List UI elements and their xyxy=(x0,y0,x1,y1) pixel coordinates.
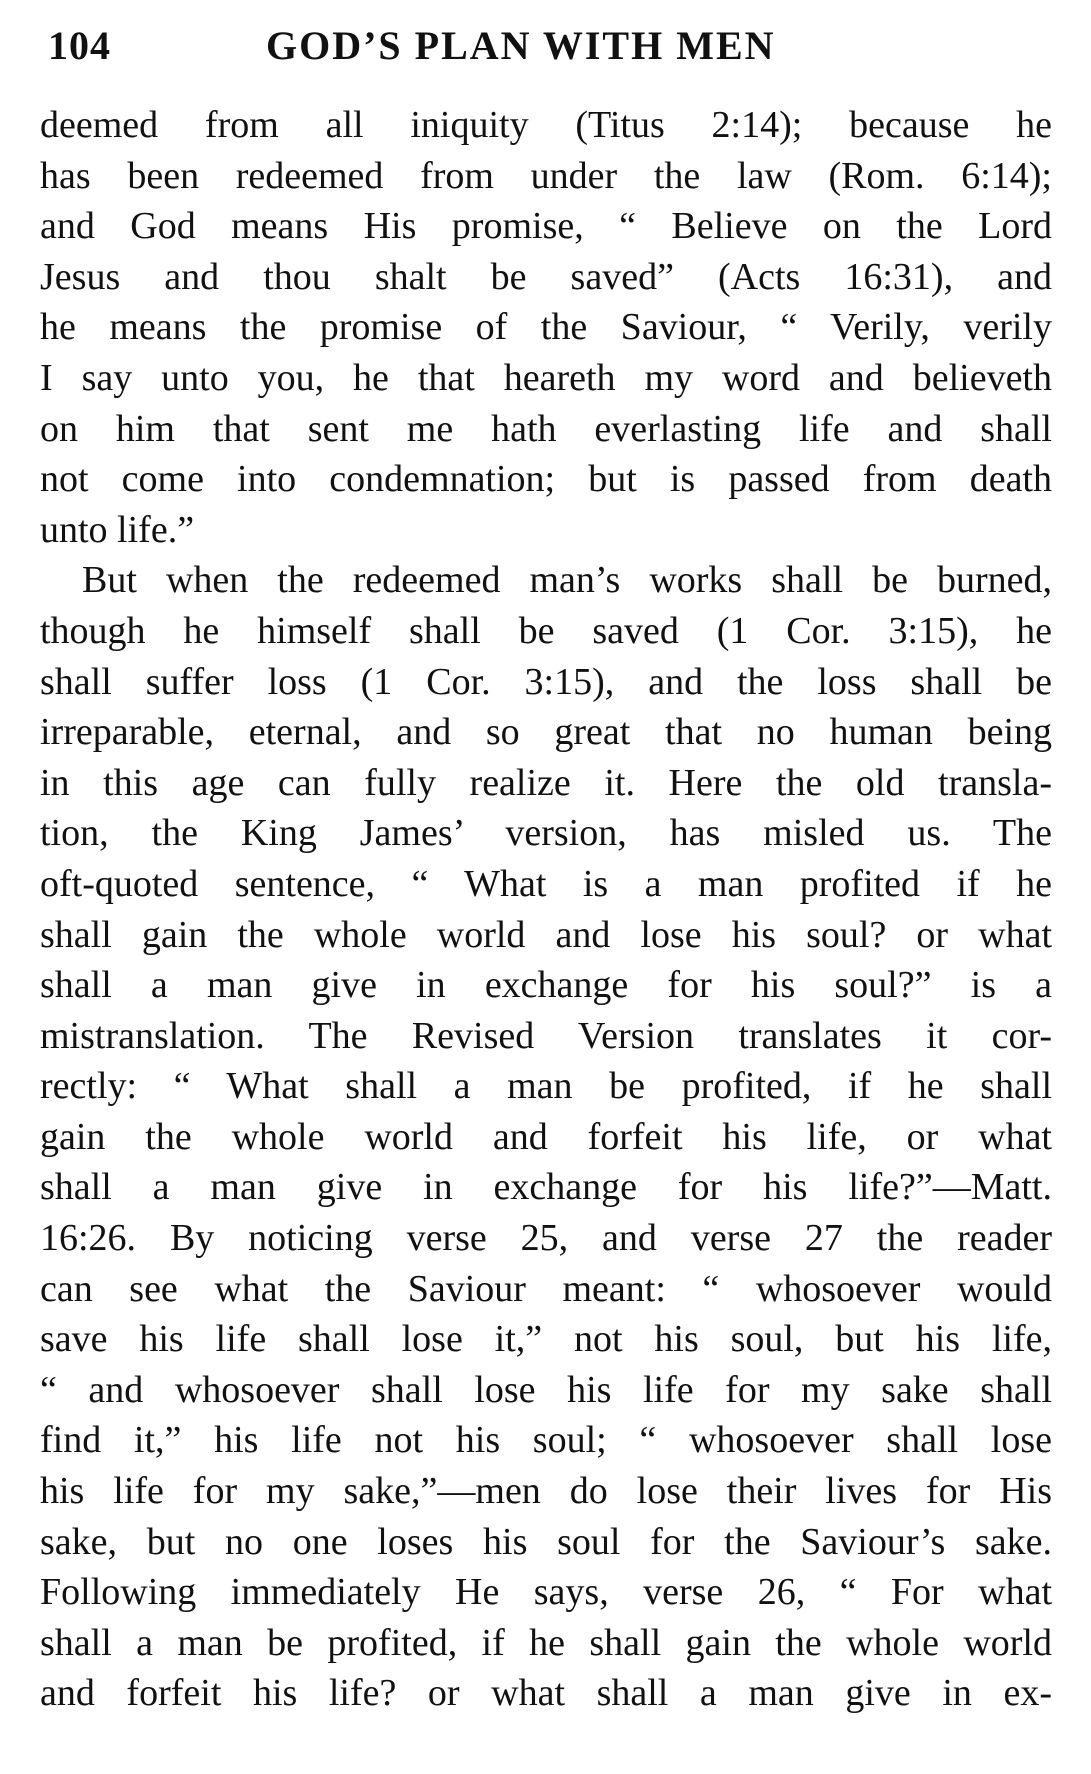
text-line: shall a man give in exchange for his life?”—Matt. xyxy=(40,1166,1052,1209)
text-line: 16:26. By noticing verse 25, and verse 27 the reader xyxy=(40,1217,1052,1260)
text-line: he means the promise of the Saviour, “ Verily, verily xyxy=(40,306,1052,349)
text-line: rectly: “ What shall a man be profited, if he shall xyxy=(40,1065,1052,1108)
text-line: save his life shall lose it,” not his soul, but his life, xyxy=(40,1318,1052,1361)
text-line: and forfeit his life? or what shall a man give in ex- xyxy=(40,1672,1052,1715)
text-line: But when the redeemed man’s works shall be burned, xyxy=(82,559,1052,602)
text-line: and God means His promise, “ Believe on the Lord xyxy=(40,205,1052,248)
text-line: his life for my sake,”—men do lose their lives for His xyxy=(40,1470,1052,1513)
page-header xyxy=(48,18,1048,78)
text-line: though he himself shall be saved (1 Cor. 3:15), he xyxy=(40,609,1052,652)
text-line: has been redeemed from under the law (Rom. 6:14); xyxy=(40,154,1052,197)
text-line: “ and whosoever shall lose his life for my sake shall xyxy=(40,1368,1052,1411)
text-line: on him that sent me hath everlasting life and shall xyxy=(40,407,1052,450)
text-line: can see what the Saviour meant: “ whosoever would xyxy=(40,1267,1052,1310)
text-line: sake, but no one loses his soul for the Saviour’s sake. xyxy=(40,1520,1052,1563)
text-line: in this age can fully realize it. Here the old transla- xyxy=(40,761,1052,804)
text-line: irreparable, eternal, and so great that no human being xyxy=(40,711,1052,754)
running-title: GOD’S PLAN WITH MEN xyxy=(266,23,776,68)
text-line: I say unto you, he that heareth my word and believeth xyxy=(40,356,1052,399)
text-line: find it,” his life not his soul; “ whosoever shall lose xyxy=(40,1419,1052,1462)
text-line: gain the whole world and forfeit his life, or what xyxy=(40,1115,1052,1158)
text-line: oft-quoted sentence, “ What is a man profited if he xyxy=(40,862,1052,905)
text-line: not come into condemnation; but is passed from death xyxy=(40,458,1052,501)
text-line: unto life.” xyxy=(40,508,195,551)
text-line: shall a man give in exchange for his soul?” is a xyxy=(40,964,1052,1007)
text-line: deemed from all iniquity (Titus 2:14); because he xyxy=(40,104,1052,146)
text-line: Following immediately He says, verse 26, “ For what xyxy=(40,1571,1052,1614)
text-line: shall a man be profited, if he shall gain the whole world xyxy=(40,1621,1052,1664)
text-line: Jesus and thou shalt be saved” (Acts 16:31), and xyxy=(40,255,1052,298)
text-line: tion, the King James’ version, has misled us. The xyxy=(40,812,1052,855)
text-line: mistranslation. The Revised Version translates it cor- xyxy=(40,1014,1052,1057)
page-number: 104 xyxy=(48,23,111,68)
text-line: shall gain the whole world and lose his soul? or what xyxy=(40,913,1052,956)
body-text xyxy=(40,100,1052,1719)
text-line: shall suffer loss (1 Cor. 3:15), and the loss shall be xyxy=(40,660,1052,703)
